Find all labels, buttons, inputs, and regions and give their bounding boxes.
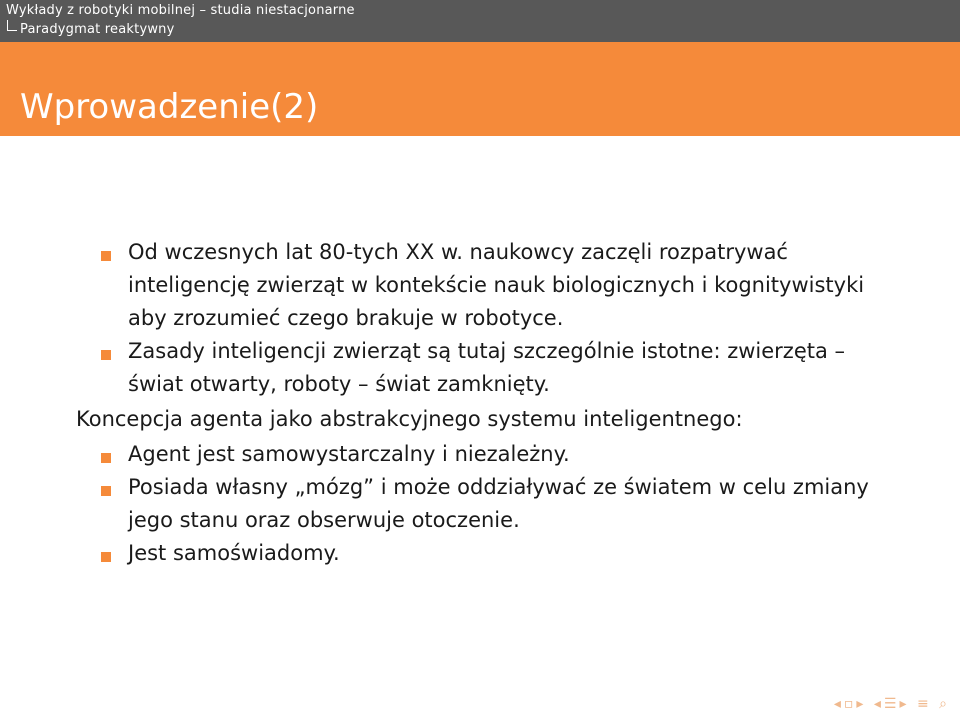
nav-frame-icon[interactable]: ▫: [843, 696, 857, 712]
list-item: [76, 438, 896, 471]
lecture-title[interactable]: Wykłady z robotyki mobilnej – studia niestacjonarne: [6, 3, 355, 18]
slide-content: [76, 236, 896, 570]
nav-align-icon[interactable]: ≡: [916, 696, 932, 712]
nav-left-section-icon[interactable]: ◂: [873, 696, 884, 712]
navigation-symbols: [834, 696, 950, 712]
section-title[interactable]: Paradygmat reaktywny: [20, 22, 175, 37]
list-item-text: Agent jest samowystarczalny i niezależny.: [128, 442, 570, 466]
headline-bar: [0, 0, 960, 42]
frame-title-bar: [0, 42, 960, 136]
list-item-text: Od wczesnych lat 80-tych XX w. naukowcy zaczęli rozpatrywać inteligencję zwierząt w kontekście nauk biologicznych i kognitywistyki aby zrozumieć czego brakuje w robotyce.: [128, 240, 865, 330]
list-item: [76, 236, 896, 335]
frame-title: Wprowadzenie(2): [20, 87, 319, 127]
bullet-icon: [101, 251, 111, 261]
bullet-icon: [101, 350, 111, 360]
list-item-text: Posiada własny „mózg” i może oddziaływać ze światem w celu zmiany jego stanu oraz obserwuje otoczenie.: [128, 475, 869, 532]
list-item: [76, 471, 896, 537]
list-item-text: Zasady inteligencji zwierząt są tutaj szczególnie istotne: zwierzęta – świat otwarty, roboty – świat zamknięty.: [128, 339, 846, 396]
nav-left-icon[interactable]: ◂: [833, 696, 844, 712]
list-item: [76, 335, 896, 401]
nav-zoom-icon[interactable]: ⌕: [939, 696, 950, 712]
nav-right-icon[interactable]: ▸: [856, 696, 867, 712]
nav-right-section-icon[interactable]: ▸: [899, 696, 910, 712]
paragraph: Koncepcja agenta jako abstrakcyjnego systemu inteligentnego:: [76, 407, 743, 431]
bullet-icon: [101, 486, 111, 496]
list-item-text: Jest samoświadomy.: [128, 541, 340, 565]
bullet-icon: [101, 552, 111, 562]
list-item: [76, 537, 896, 570]
bullet-icon: [101, 453, 111, 463]
nav-subsection-icon[interactable]: ☰: [883, 696, 900, 712]
tree-connector-icon: [7, 20, 17, 31]
